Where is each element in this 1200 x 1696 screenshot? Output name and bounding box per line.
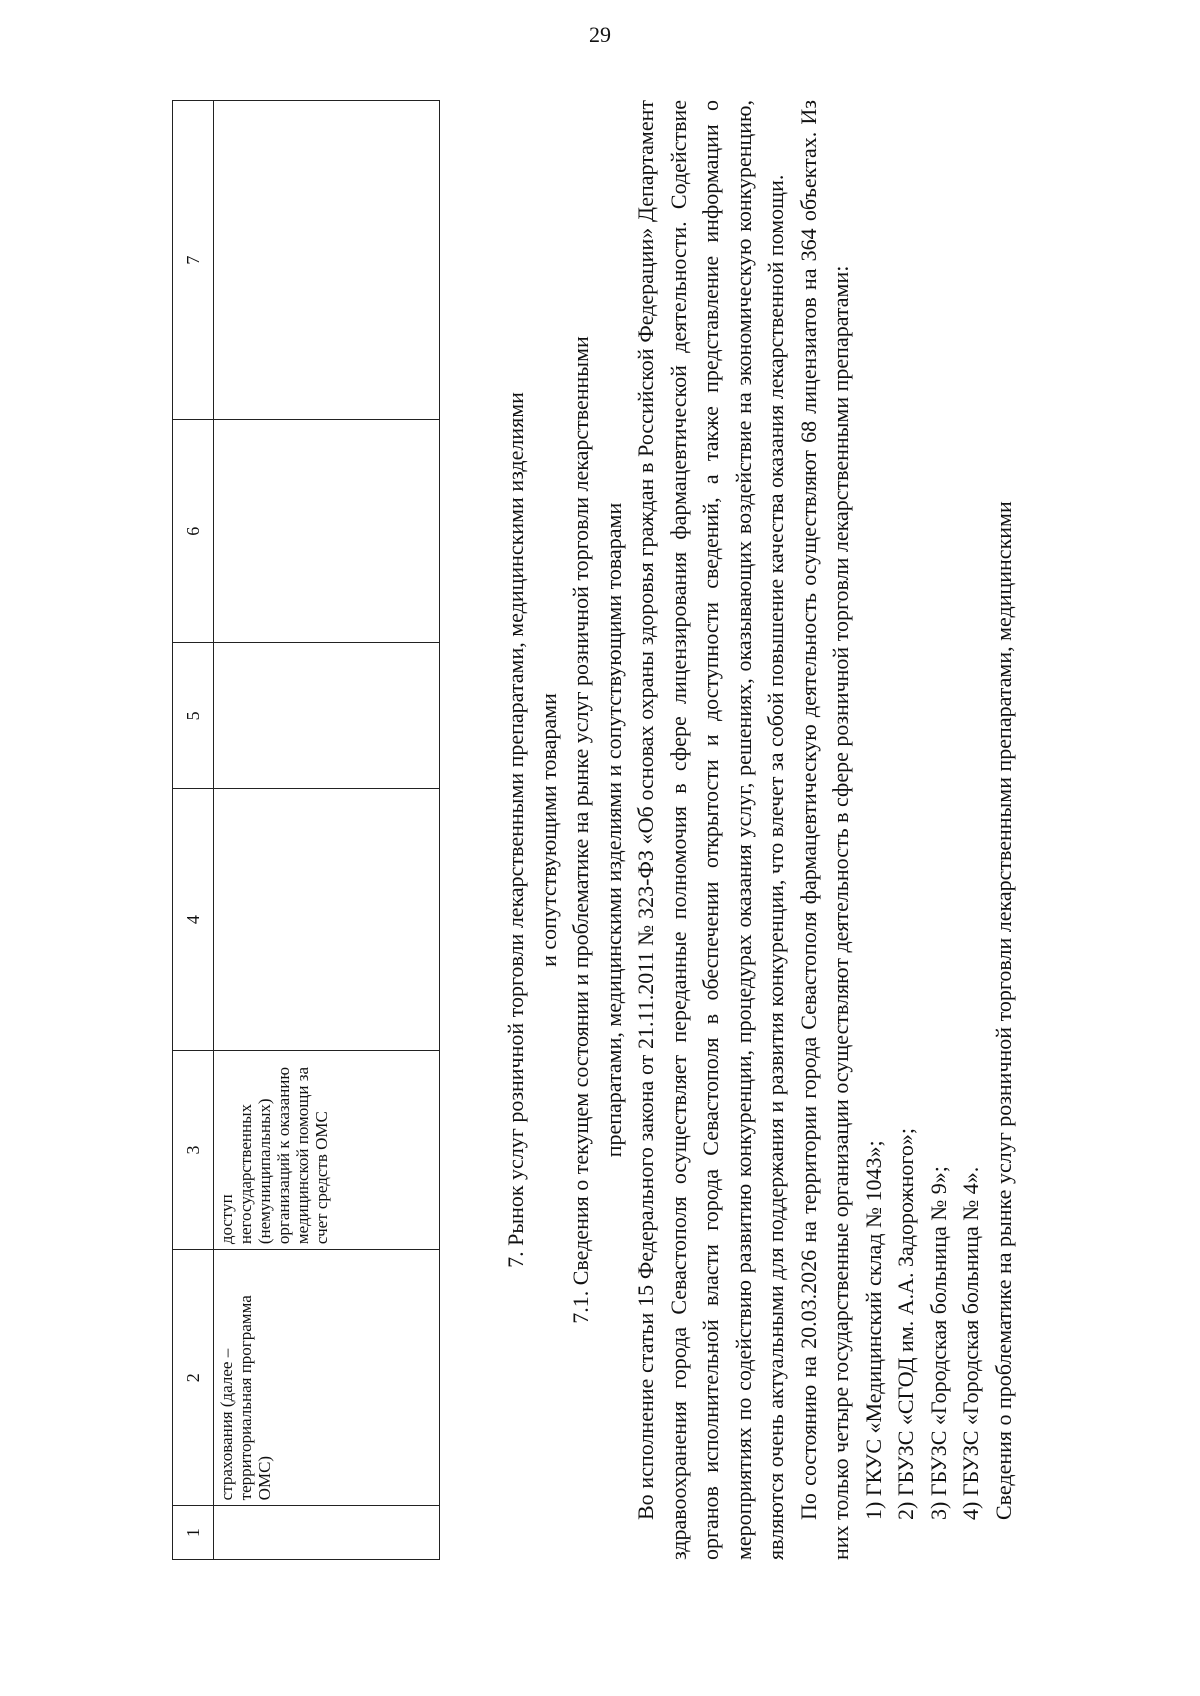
rotated-landscape-content	[160, 100, 1120, 1600]
table-cell	[214, 101, 440, 420]
table-cell: страхования (далее – территориальная программа ОМС)	[214, 1250, 440, 1506]
paragraph-licensees: По состоянию на 20.03.2026 на территории города Севастополя фармацевтическую деятельность осуществляют 68 лицензиатов на 364 объектах. Из них только четыре государственные организации осуществляют деятельность в сфере розничной торговли лекарственными препаратами:	[795, 100, 853, 1560]
table-cell: доступ негосударственных (немуниципальных) организаций к оказанию медицинской помощи за счет средств ОМС	[214, 1050, 440, 1249]
list-item: 2) ГБУЗС «СГОД им. А.А. Задорожного»;	[893, 1128, 918, 1520]
continuation-table	[172, 100, 440, 1560]
paragraph-problems: Сведения о проблематике на рынке услуг розничной торговли лекарственными препаратами, медицинскими	[990, 501, 1016, 1520]
section-body	[500, 100, 1020, 1560]
section-title-line1: 7. Рынок услуг розничной торговли лекарственными препаратами, медицинскими изделиями	[503, 392, 528, 1268]
table-header-cell: 4	[173, 789, 214, 1051]
table-header-cell: 1	[173, 1506, 214, 1560]
list-item: 3) ГБУЗС «Городская больница № 9»;	[925, 1166, 951, 1520]
paragraph-licensing: Во исполнение статьи 15 Федерального закона от 21.11.2011 № 323-ФЗ «Об основах охраны здоровья граждан в Российской Федерации» Департамент здравоохранения города Севастополя осуществляет переданные полномочия в сфере лицензирования фармацевтической деятельности. Содействие органов исполнительной власти города Севастополя в обеспечении открытости и доступности сведений, а также представление информации о мероприятиях по содействию развитию конкуренции, процедурах оказания услуг, решениях, оказывающих воздействие на экономическую конкуренцию, являются очень актуальными для поддержания и развития конкуренции, что влечет за собой повышение качества оказания лекарственной помощи.	[633, 100, 788, 1560]
landscape-page	[160, 100, 1120, 1600]
subsection-title-line2: препаратами, медицинскими изделиями и сопутствующими товарами	[600, 502, 626, 1158]
table-header-cell: 2	[173, 1250, 214, 1506]
subsection-title-line1: 7.1. Сведения о текущем состоянии и проблематике на рынке услуг розничной торговли лекарственными	[568, 336, 593, 1324]
table-cell	[214, 789, 440, 1051]
page-number: 29	[589, 22, 611, 47]
table-cell	[214, 420, 440, 643]
table-header-row	[173, 101, 214, 1560]
list-item: 4) ГБУЗС «Городская больница № 4».	[958, 1166, 983, 1520]
table-cell	[214, 1506, 440, 1560]
table-header-cell: 5	[173, 643, 214, 789]
table-cell	[214, 643, 440, 789]
table-header-cell: 7	[173, 101, 214, 420]
section-title-line2: и сопутствующими товарами	[535, 693, 561, 967]
table-header-cell: 3	[173, 1050, 214, 1249]
table-row	[214, 101, 440, 1560]
list-item: 1) ГКУС «Медицинский склад № 1043»;	[860, 1140, 886, 1520]
table-header-cell: 6	[173, 420, 214, 643]
